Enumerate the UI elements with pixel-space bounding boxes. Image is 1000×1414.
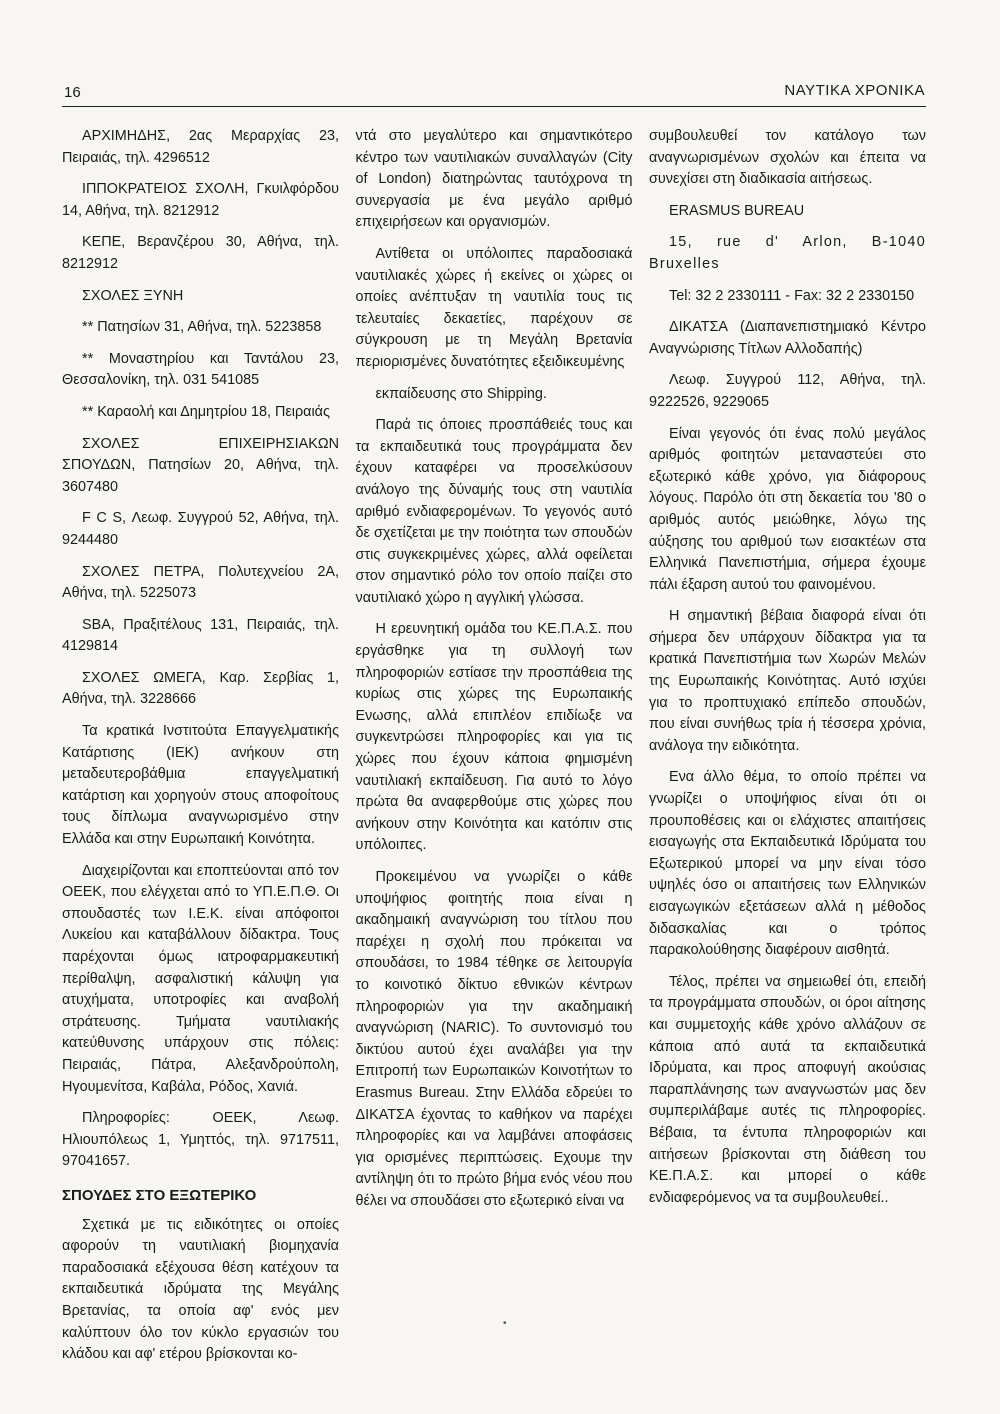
paragraph: εκπαίδευσης στο Shipping. (375, 385, 547, 402)
paragraph: Σχετικά με τις ειδικότητες οι οποίες αφορούν τη ναυτιλιακή βιομηχανία παραδοσιακά εξέχουσα θέση κατέχουν τα εκπαιδευτικά ιδρύματα της Μεγάλης Βρετανίας, τα οποία αφ' ενός μεν καλύπτουν όλο τον κύκλο εργασιών του κλάδου και αφ' ετέρου βρίσκονται κο- (62, 1216, 339, 1363)
address-entry: ** Μοναστηρίου και Ταντάλου 23, Θεσσαλονίκη, τηλ. 031 541085 (62, 350, 339, 389)
address-entry: ΚΕΠΕ, Βερανζέρου 30, Αθήνα, τηλ. 8212912 (62, 234, 339, 272)
organization-address: Λεωφ. Συγγρού 112, Αθήνα, τηλ. 9222526, 9229065 (649, 372, 926, 410)
column-1 (62, 126, 339, 1376)
organization-name: ΔΙΚΑΤΣΑ (Διαπανεπιστημιακό Κέντρο Αναγνώρισης Τίτλων Αλλοδαπής) (649, 319, 926, 357)
address-entry: ΣΧΟΛΕΣ ΕΠΙΧΕΙΡΗΣΙΑΚΩΝ ΣΠΟΥΔΩΝ, Πατησίων 20, Αθήνα, τηλ. 3607480 (62, 435, 339, 495)
column-2 (356, 126, 633, 1376)
paragraph: Παρά τις όποιες προσπάθειές τους και τα εκπαιδευτικά τους προγράμματα δεν έχουν καταφέρει να προσελκύσουν ανάλογο της δύναμής τους στη ναυτιλία αριθμό ενδιαφερομένων. Το γεγονός αυτό δε σχετίζεται με την ποιότητα των σπουδών στις συγκεκριμένες χώρες, αλλά οφείλεται στον σημαντικό ρόλο τον οποίο παίζει στο ναυτιλιακό χώρο η αγγλική γλώσσα. (355, 417, 633, 606)
address-entry: ΣΧΟΛΕΣ ΩΜΕΓΑ, Καρ. Σερβίας 1, Αθήνα, τηλ. 3228666 (62, 669, 339, 708)
address-entry: F C S, Λεωφ. Συγγρού 52, Αθήνα, τηλ. 9244480 (62, 510, 339, 548)
address-entry: ΙΠΠΟΚΡΑΤΕΙΟΣ ΣΧΟΛΗ, Γκυιλφόρδου 14, Αθήνα, τηλ. 8212912 (62, 181, 339, 219)
paragraph: ντά στο μεγαλύτερο και σημαντικότερο κέντρο των ναυτιλιακών συναλλαγών (City of London) διατηρώντας ταυτόχρονα τη συνεργασία με ένα μεγάλο αριθμό επιχειρήσεων και οργανισμών. (355, 128, 633, 231)
paragraph: Πληροφορίες: ΟΕΕΚ, Λεωφ. Ηλιουπόλεως 1, Υμηττός, τηλ. 9717511, 97041657. (62, 1110, 339, 1170)
paragraph: Ενα άλλο θέμα, το οποίο πρέπει να γνωρίζει ο υποψήφιος είναι ότι οι προυποθέσεις και οι ελάχιστες απαιτήσεις εισαγωγής στα Εκπαιδευτικά Ιδρύματα του Εξωτερικού μπορεί να μην είναι τόσο υψηλές όσο οι απαιτήσεις των Ελληνικών εισαγωγικών εξετάσεων αλλά η μέθοδος διδασκαλίας και ο τρόπος παρακολούθησης διαφέρουν αισθητά. (649, 769, 926, 959)
page-number: 16 (64, 84, 81, 101)
paragraph: συμβουλευθεί τον κατάλογο των αναγνωρισμένων σχολών και έπειτα να συνεχίσει στη διαδικασία αιτήσεως. (649, 128, 926, 188)
paragraph: Διαχειρίζονται και εποπτεύονται από τον ΟΕΕΚ, που ελέγχεται από το ΥΠ.Ε.Π.Θ. Οι σπουδαστές των Ι.Ε.Κ. είναι απόφοιτοι Λυκείου και καταβάλλουν δίδακτρα. Τους παρέχονται όμως ιατροφαρμακευτική περίθαλψη, ασφαλιστική κάλυψη για ατυχήματα, υποτροφίες και αναβολή στράτευσης. Τμήματα ναυτιλιακής κατεύθυνσης υπάρχουν στις πόλεις: Πειραιάς, Πάτρα, Αλεξανδρούπολη, Ηγουμενίτσα, Καβάλα, Ρόδος, Χανιά. (62, 862, 339, 1095)
organization-name: ERASMUS BUREAU (669, 202, 805, 219)
organization-contact: Tel: 32 2 2330111 - Fax: 32 2 2330150 (669, 287, 915, 304)
paragraph: Τέλος, πρέπει να σημειωθεί ότι, επειδή τα προγράμματα σπουδών, οι όροι αίτησης και συμμετοχής κάθε χρόνο αλλάζουν σε κάποια από αυτά τα εκπαιδευτικά Ιδρύματα, και προς αποφυγή ακούσιας παραπλάνησης των αναγνωστών μας δεν συμπεριλάβαμε αυτές τις πληροφορίες. Βέβαια, τα έντυπα πληροφοριών και αιτήσεων βρίσκονται στη διάθεση του ΚΕ.Π.Α.Σ. και μπορεί ο κάθε ενδιαφερόμενος να τα συμβουλευθεί.. (649, 973, 926, 1206)
paragraph: Η ερευνητική ομάδα του ΚΕ.Π.Α.Σ. που εργάσθηκε για τη συλλογή των πληροφοριών εστίασε την προσπάθεια της κυρίως στις χώρες της Ευρωπαικής Ενωσης, αλλά επιπλέον επιδίωξε να συγκεντρώσει πληροφορίες και για τις χώρες που έχουν κάποια φημισμένη ναυτιλιακή εκπαίδευση. Για αυτό το λόγο πρώτα θα αναφερθούμε στις χώρες που ανήκουν στην Κοινότητα και κατόπιν στις υπόλοιπες. (355, 621, 633, 854)
section-heading: ΣΠΟΥΔΕΣ ΣΤΟ ΕΞΩΤΕΡΙΚΟ (62, 1186, 257, 1204)
running-head-title: ΝΑΥΤΙΚΑ ΧΡΟΝΙΚΑ (784, 82, 925, 99)
paragraph: Η σημαντική βέβαια διαφορά είναι ότι σήμερα δεν υπάρχουν δίδακτρα για τα κρατικά Πανεπιστήμια των Χωρών Μελών της Ευρωπαικής Κοινότητας. Αυτό ισχύει για το προπτυχιακό επίπεδο σπουδών, που είναι συνήθως τρία ή τέσσερα χρόνια, ανάλογα την ειδικότητα. (649, 608, 926, 754)
organization-address: 15, rue d' Arlon, B-1040 Bruxelles (649, 234, 926, 272)
address-entry: ** Πατησίων 31, Αθήνα, τηλ. 5223858 (82, 319, 322, 336)
paragraph: Προκειμένου να γνωρίζει ο κάθε υποψήφιος φοιτητής ποια είναι η ακαδημαική αναγνώριση του τίτλου που παρέχει η σχολή που πρόκειται να σπουδάσει, το 1984 τέθηκε σε λειτουργία το κοινοτικό δίκτυο εθνικών κέντρων πληροφοριών για την ακαδημαική αναγνώριση (NARIC). Το συντονισμό του δικτύου αυτού έχει αναλάβει για την Επιτροπή των Ευρωπαικών Κοινοτήτων το Erasmus Bureau. Στην Ελλάδα εδρεύει το ΔΙΚΑΤΣΑ έχοντας το καθήκον να παρέχει πληροφορίες και να λαμβάνει αποφάσεις για ορισμένες περιπτώσεις. Εχουμε την αντίληψη ότι το πρώτο βήμα ενός νέου που θέλει να σπουδάσει στο εξωτερικό είναι να (355, 869, 633, 1209)
article-columns (62, 126, 926, 1376)
address-entry: ΣΧΟΛΕΣ ΠΕΤΡΑ, Πολυτεχνείου 2Α, Αθήνα, τηλ. 5225073 (62, 563, 339, 602)
address-entry: SBA, Πραξιτέλους 131, Πειραιάς, τηλ. 4129814 (62, 616, 339, 655)
paragraph: Τα κρατικά Ινστιτούτα Επαγγελματικής Κατάρτισης (ΙΕΚ) ανήκουν στη μεταδευτεροβάθμια επαγγελματική κατάρτιση και χορηγούν στους αποφοίτους τους δίπλωμα αναγνωρισμένο στην Ελλάδα και στην Ευρωπαική Κοινότητα. (62, 723, 339, 848)
header-rule (62, 106, 926, 107)
column-3 (649, 126, 926, 1376)
address-entry: ΑΡΧΙΜΗΔΗΣ, 2ας Μεραρχίας 23, Πειραιάς, τηλ. 4296512 (62, 128, 339, 166)
paragraph: Αντίθετα οι υπόλοιπες παραδοσιακά ναυτιλιακές χώρες ή εκείνες οι χώρες οι οποίες ανέπτυξαν τη ναυτιλία τους τις τελευταίες δεκαετίες, παρέχουν σε σύγκρουση με τη Μεγάλη Βρετανία περιορισμένες δυνατότητες εξειδικευμένης (355, 245, 633, 370)
footer-mark: • (503, 1318, 507, 1329)
paragraph: Είναι γεγονός ότι ένας πολύ μεγάλος αριθμός φοιτητών μεταναστεύει στο εξωτερικό κάθε χρόνο, για διάφορους λόγους. Παρόλο ότι στη δεκαετία του '80 ο αριθμός αυτός μειώθηκε, λόγω της αύξησης του αριθμού των εισακτέων στα Ελληνικά Πανεπιστήμια, σήμερα έχουμε πάλι έξαρση αυτού του φαινομένου. (649, 425, 926, 593)
address-entry: ** Καραολή και Δημητρίου 18, Πειραιάς (82, 403, 330, 420)
address-entry: ΣΧΟΛΕΣ ΞΥΝΗ (82, 287, 184, 304)
